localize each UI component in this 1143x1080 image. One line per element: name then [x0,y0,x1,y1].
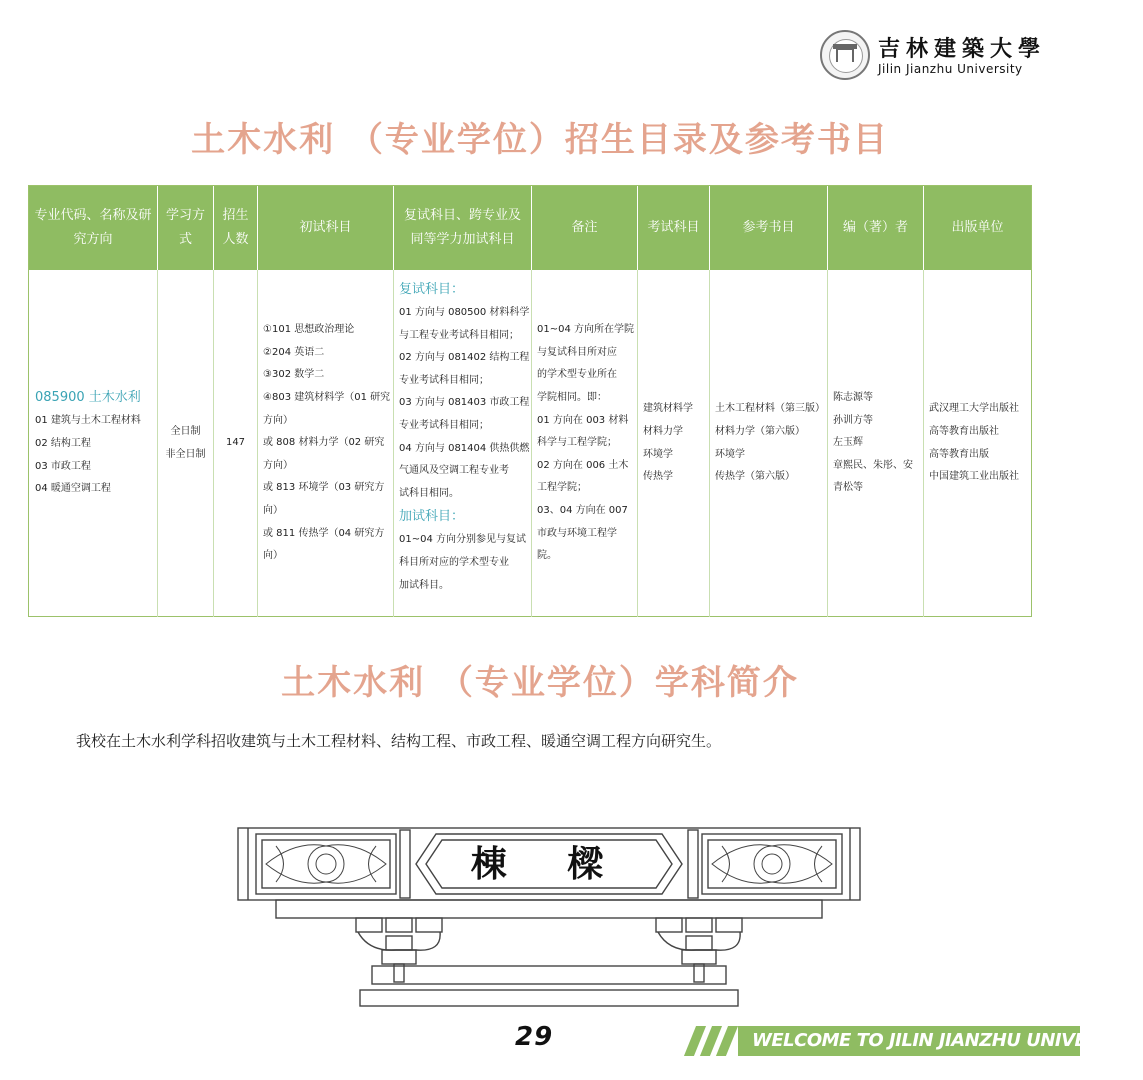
remark-item: 与复试科目所对应 [537,346,617,358]
direction-item: 03 市政工程 [35,460,91,472]
retest-item: 试科目相同。 [399,487,459,499]
remark-item: 院。 [537,550,557,562]
initial-exam-item: ③302 数学二 [263,369,325,381]
author-item: 陈志源等 [833,392,873,404]
intro-title: 土木水利 （专业学位）学科简介 [281,663,799,703]
initial-exam-item: ②204 英语二 [263,346,325,358]
initial-exam-item: 方向） [263,414,293,426]
header-author: 编（著）者 [827,186,923,270]
retest-item: 01 方向与 080500 材料科学 [399,307,530,318]
exam-subject-item: 环境学 [643,448,673,460]
remark-item: 01 方向在 003 材料 [537,414,629,426]
cell-exam-subject [637,270,709,617]
page-number: 29 [515,1022,554,1052]
extra-exam-item: 加试科目。 [399,579,449,591]
header-enrollment: 招生人数 [213,186,257,270]
reference-book-item: 传热学（第六版） [715,471,795,483]
publisher-item: 高等教育出版 [929,448,989,460]
retest-item: 专业考试科目相同； [399,419,489,431]
cell-major [29,270,157,617]
university-seal-icon [820,30,870,80]
plaque-text: 棟 樑 [470,843,628,885]
remark-item: 市政与环境工程学 [537,527,617,539]
retest-item: 04 方向与 081404 供热供燃 [399,442,530,454]
remark-item: 学院相同。即： [537,392,607,404]
enrollment-count: 147 [225,437,246,449]
exam-subject-item: 传热学 [643,471,673,483]
intro-text: 我校在土木水利学科招收建筑与土木工程材料、结构工程、市政工程、暖通空调工程方向研究生。 [76,732,722,750]
catalog-title: 土木水利 （专业学位）招生目录及参考书目 [191,120,889,160]
header-reference-book: 参考书目 [709,186,827,270]
reference-book-item: 环境学 [715,448,745,460]
direction-item: 01 建筑与土木工程材料 [35,415,141,427]
retest-item: 气通风及空调工程专业考 [399,465,509,477]
cell-remarks [531,270,637,617]
author-item: 章熙民、朱彤、安 [833,459,913,471]
remark-item: 03、04 方向在 007 [537,504,628,516]
retest-item: 与工程专业考试科目相同； [399,329,519,341]
header-remarks: 备注 [531,186,637,270]
publisher-item: 武汉理工大学出版社 [929,403,1019,415]
initial-exam-item: 或 808 材料力学（02 研究 [263,437,385,449]
exam-subject-item: 材料力学 [643,425,683,437]
remark-item: 01~04 方向所在学院 [537,324,635,336]
remark-item: 02 方向在 006 土木 [537,459,629,471]
initial-exam-item: 或 813 环境学（03 研究方 [263,482,385,494]
university-name-cn: 吉林建築大學 [878,36,1047,62]
retest-label: 复试科目： [399,282,465,297]
extra-exam-item: 科目所对应的学术型专业 [399,556,509,568]
publisher-item: 高等教育出版社 [929,425,999,437]
university-logo [820,30,1060,82]
plaque-illustration [236,826,862,1008]
remark-item: 工程学院； [537,482,587,494]
exam-subject-item: 建筑材料学 [643,403,693,415]
study-mode-item: 全日制 [170,425,201,437]
university-name-en: Jilin Jianzhu University [878,62,1023,76]
publisher-item: 中国建筑工业出版社 [929,471,1019,483]
reference-book-item: 土木工程材料（第三版） [715,403,825,415]
remark-item: 的学术型专业所在 [537,369,617,381]
major-code: 085900 土木水利 [35,390,141,406]
extra-exam-item: 01~04 方向分别参见与复试 [399,534,527,546]
retest-item: 03 方向与 081403 市政工程 [399,397,530,409]
direction-item: 04 暖通空调工程 [35,483,111,495]
cell-publisher [923,270,1031,617]
header-publisher: 出版单位 [923,186,1031,270]
initial-exam-item: ①101 思想政治理论 [263,324,355,336]
author-item: 青松等 [833,482,863,494]
cell-enrollment [213,270,257,617]
header-exam-subject: 考试科目 [637,186,709,270]
header-study-mode: 学习方式 [157,186,213,270]
study-mode-item: 非全日制 [165,448,206,460]
extra-exam-label: 加试科目： [399,509,465,525]
header-initial-exam: 初试科目 [257,186,393,270]
author-item: 孙训方等 [833,414,873,426]
admission-catalog-table [28,185,1032,617]
cell-author [827,270,923,617]
initial-exam-item: ④803 建筑材料学（01 研究 [263,392,391,404]
initial-exam-item: 向） [263,550,283,562]
header-major: 专业代码、名称及研究方向 [34,208,152,247]
cell-reference-book [709,270,827,617]
cell-study-mode [157,270,213,617]
welcome-text: WELCOME TO JILIN JIANZHU UNIVERSITY [752,1030,1143,1051]
remark-item: 科学与工程学院； [537,437,617,449]
initial-exam-item: 方向） [263,459,293,471]
author-item: 左玉辉 [833,437,863,449]
retest-item: 02 方向与 081402 结构工程 [399,352,530,364]
cell-retest [393,270,531,617]
direction-item: 02 结构工程 [35,437,91,449]
header-retest: 复试科目、跨专业及同等学力加试科目 [393,186,531,270]
retest-item: 专业考试科目相同； [399,374,489,386]
initial-exam-item: 或 811 传热学（04 研究方 [263,527,385,539]
reference-book-item: 材料力学（第六版） [715,425,805,437]
cell-initial-exam [257,270,393,617]
initial-exam-item: 向） [263,504,283,516]
